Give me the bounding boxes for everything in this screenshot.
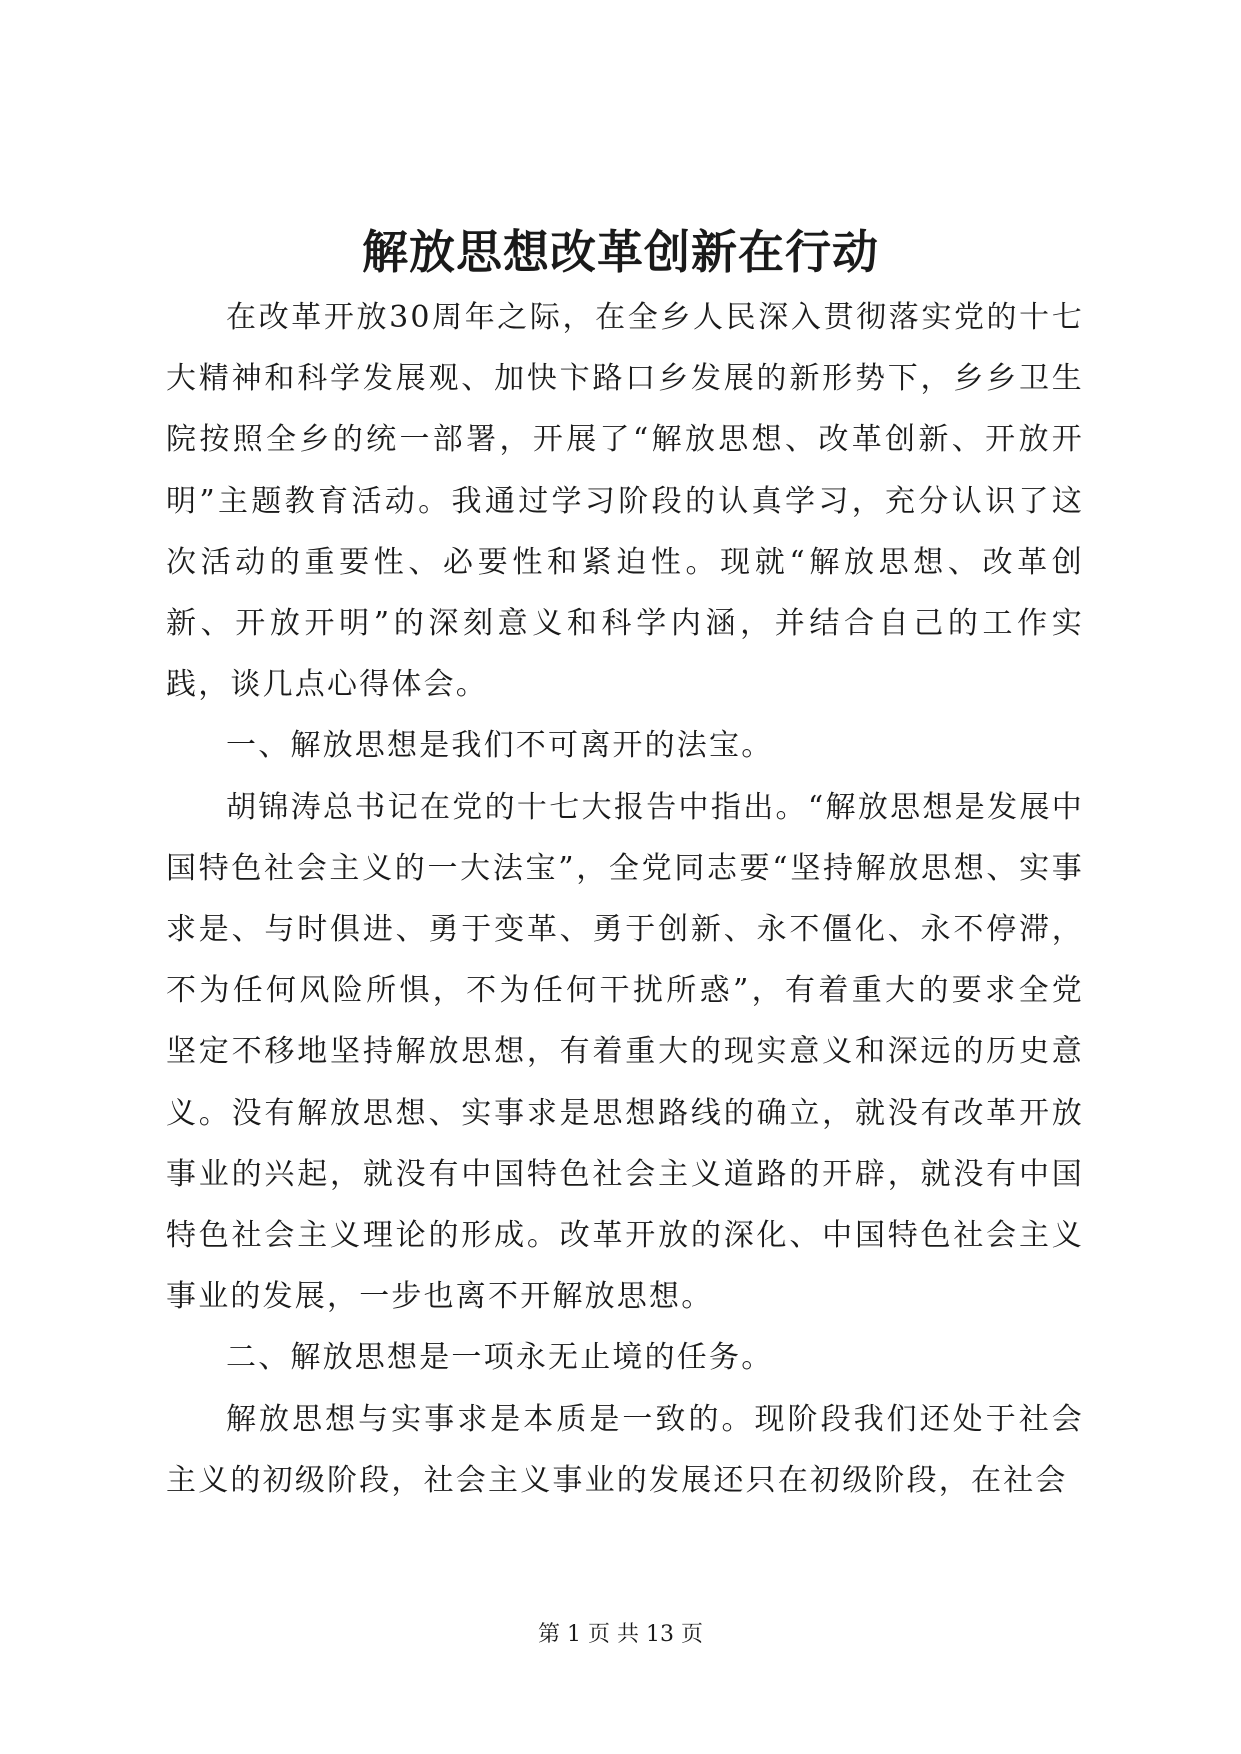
paragraph-section-1: 胡锦涛总书记在党的十七大报告中指出。“解放思想是发展中国特色社会主义的一大法宝”，全党同志要“坚持解放思想、实事求是、与时俱进、勇于变革、勇于创新、永不僵化、永不停滞，不为任何风险所惧，不为任何干扰所惑”，有着重大的要求全党坚定不移地坚持解放思想，有着重大的现实意义和深远的历史意义。没有解放思想、实事求是思想路线的确立，就没有改革开放事业的兴起，就没有中国特色社会主义道路的开辟，就没有中国特色社会主义理论的形成。改革开放的深化、中国特色社会主义事业的发展，一步也离不开解放思想。 — [166, 789, 1084, 1315]
page-number-footer: 第 1 页 共 13 页 — [538, 1622, 703, 1647]
paragraph-intro: 在改革开放30周年之际，在全乡人民深入贯彻落实党的十七大精神和科学发展观、加快卞路口乡发展的新形势下，乡乡卫生院按照全乡的统一部署，开展了“解放思想、改革创新、开放开明”主题教育活动。我通过学习阶段的认真学习，充分认识了这次活动的重要性、必要性和紧迫性。现就“解放思想、改革创新、开放开明”的深刻意义和科学内涵，并结合自己的工作实践，谈几点心得体会。 — [166, 300, 1084, 703]
document-title: 解放思想改革创新在行动 — [362, 225, 879, 279]
section-heading-2: 二、解放思想是一项永无止境的任务。 — [226, 1340, 774, 1376]
section-heading-1: 一、解放思想是我们不可离开的法宝。 — [226, 728, 774, 764]
document-body — [166, 287, 1084, 1511]
paragraph-section-2: 解放思想与实事求是本质是一致的。现阶段我们还处于社会主义的初级阶段，社会主义事业的发展还只在初级阶段，在社会 — [166, 1401, 1084, 1498]
